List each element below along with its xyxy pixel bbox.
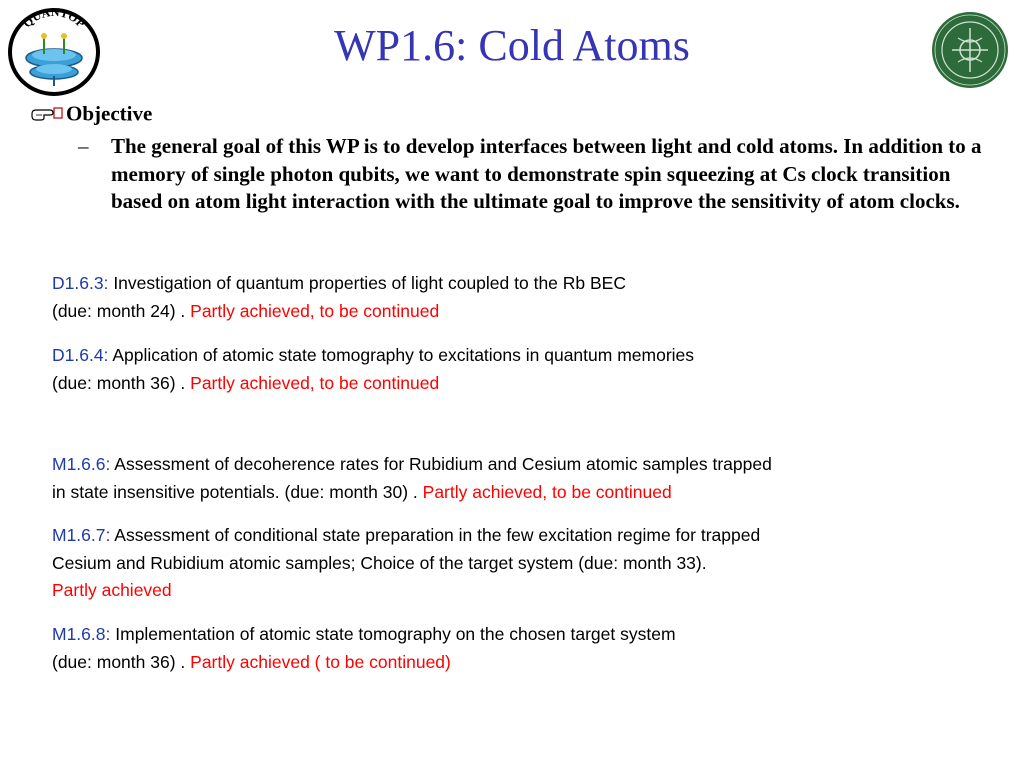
milestone-text: Assessment of conditional state preparation in the few excitation regime for trapped: [114, 525, 761, 545]
milestone-status: Partly achieved: [52, 580, 172, 600]
objective-heading: [30, 100, 152, 126]
objective-goal: [78, 133, 993, 216]
deliverable-d1-6-3: [52, 270, 952, 325]
deliverable-text: Application of atomic state tomography to excitations in quantum memories: [112, 345, 695, 365]
dash-bullet: –: [78, 134, 89, 158]
quantop-logo-text: QUANTOP: [20, 6, 89, 31]
slide-title: WP1.6: Cold Atoms: [334, 21, 690, 70]
deliverable-due: (due: month 24) .: [52, 300, 186, 321]
deliverable-code: D1.6.3:: [52, 273, 109, 293]
milestone-code: M1.6.6:: [52, 454, 111, 474]
goal-text: The general goal of this WP is to develop interfaces between light and cold atoms. In addition to a memory of single photon qubits, we want to demonstrate spin squeezing at Cs clock transition based on atom light interaction with the ultimate goal to improve the sensitivity of atom clocks.: [111, 134, 982, 213]
milestone-code: M1.6.8:: [52, 624, 111, 644]
milestone-text: Assessment of decoherence rates for Rubidium and Cesium atomic samples trapped: [114, 454, 772, 474]
deliverable-code: D1.6.4:: [52, 345, 109, 365]
deliverable-status: Partly achieved, to be continued: [190, 372, 440, 393]
university-seal: [930, 10, 1010, 90]
deliverable-text: Investigation of quantum properties of light coupled to the Rb BEC: [113, 273, 626, 293]
milestone-text-cont: in state insensitive potentials. (due: month 30) .: [52, 481, 418, 502]
objective-label: Objective: [66, 101, 153, 126]
milestone-m1-6-7: [52, 522, 952, 605]
milestone-status: Partly achieved ( to be continued): [190, 651, 451, 672]
milestone-text-cont: Cesium and Rubidium atomic samples; Choice of the target system (due: month 33).: [52, 552, 707, 573]
milestone-m1-6-8: [52, 621, 952, 676]
deliverable-status: Partly achieved, to be continued: [190, 300, 440, 321]
deliverable-d1-6-4: [52, 342, 952, 397]
milestone-m1-6-6: [52, 451, 952, 506]
milestone-code: M1.6.7:: [52, 525, 111, 545]
deliverable-due: (due: month 36) .: [52, 372, 186, 393]
pointing-hand-icon: [30, 105, 64, 123]
milestone-text-cont: (due: month 36) .: [52, 651, 186, 672]
milestone-status: Partly achieved, to be continued: [422, 481, 672, 502]
milestone-text: Implementation of atomic state tomography on the chosen target system: [115, 624, 676, 644]
